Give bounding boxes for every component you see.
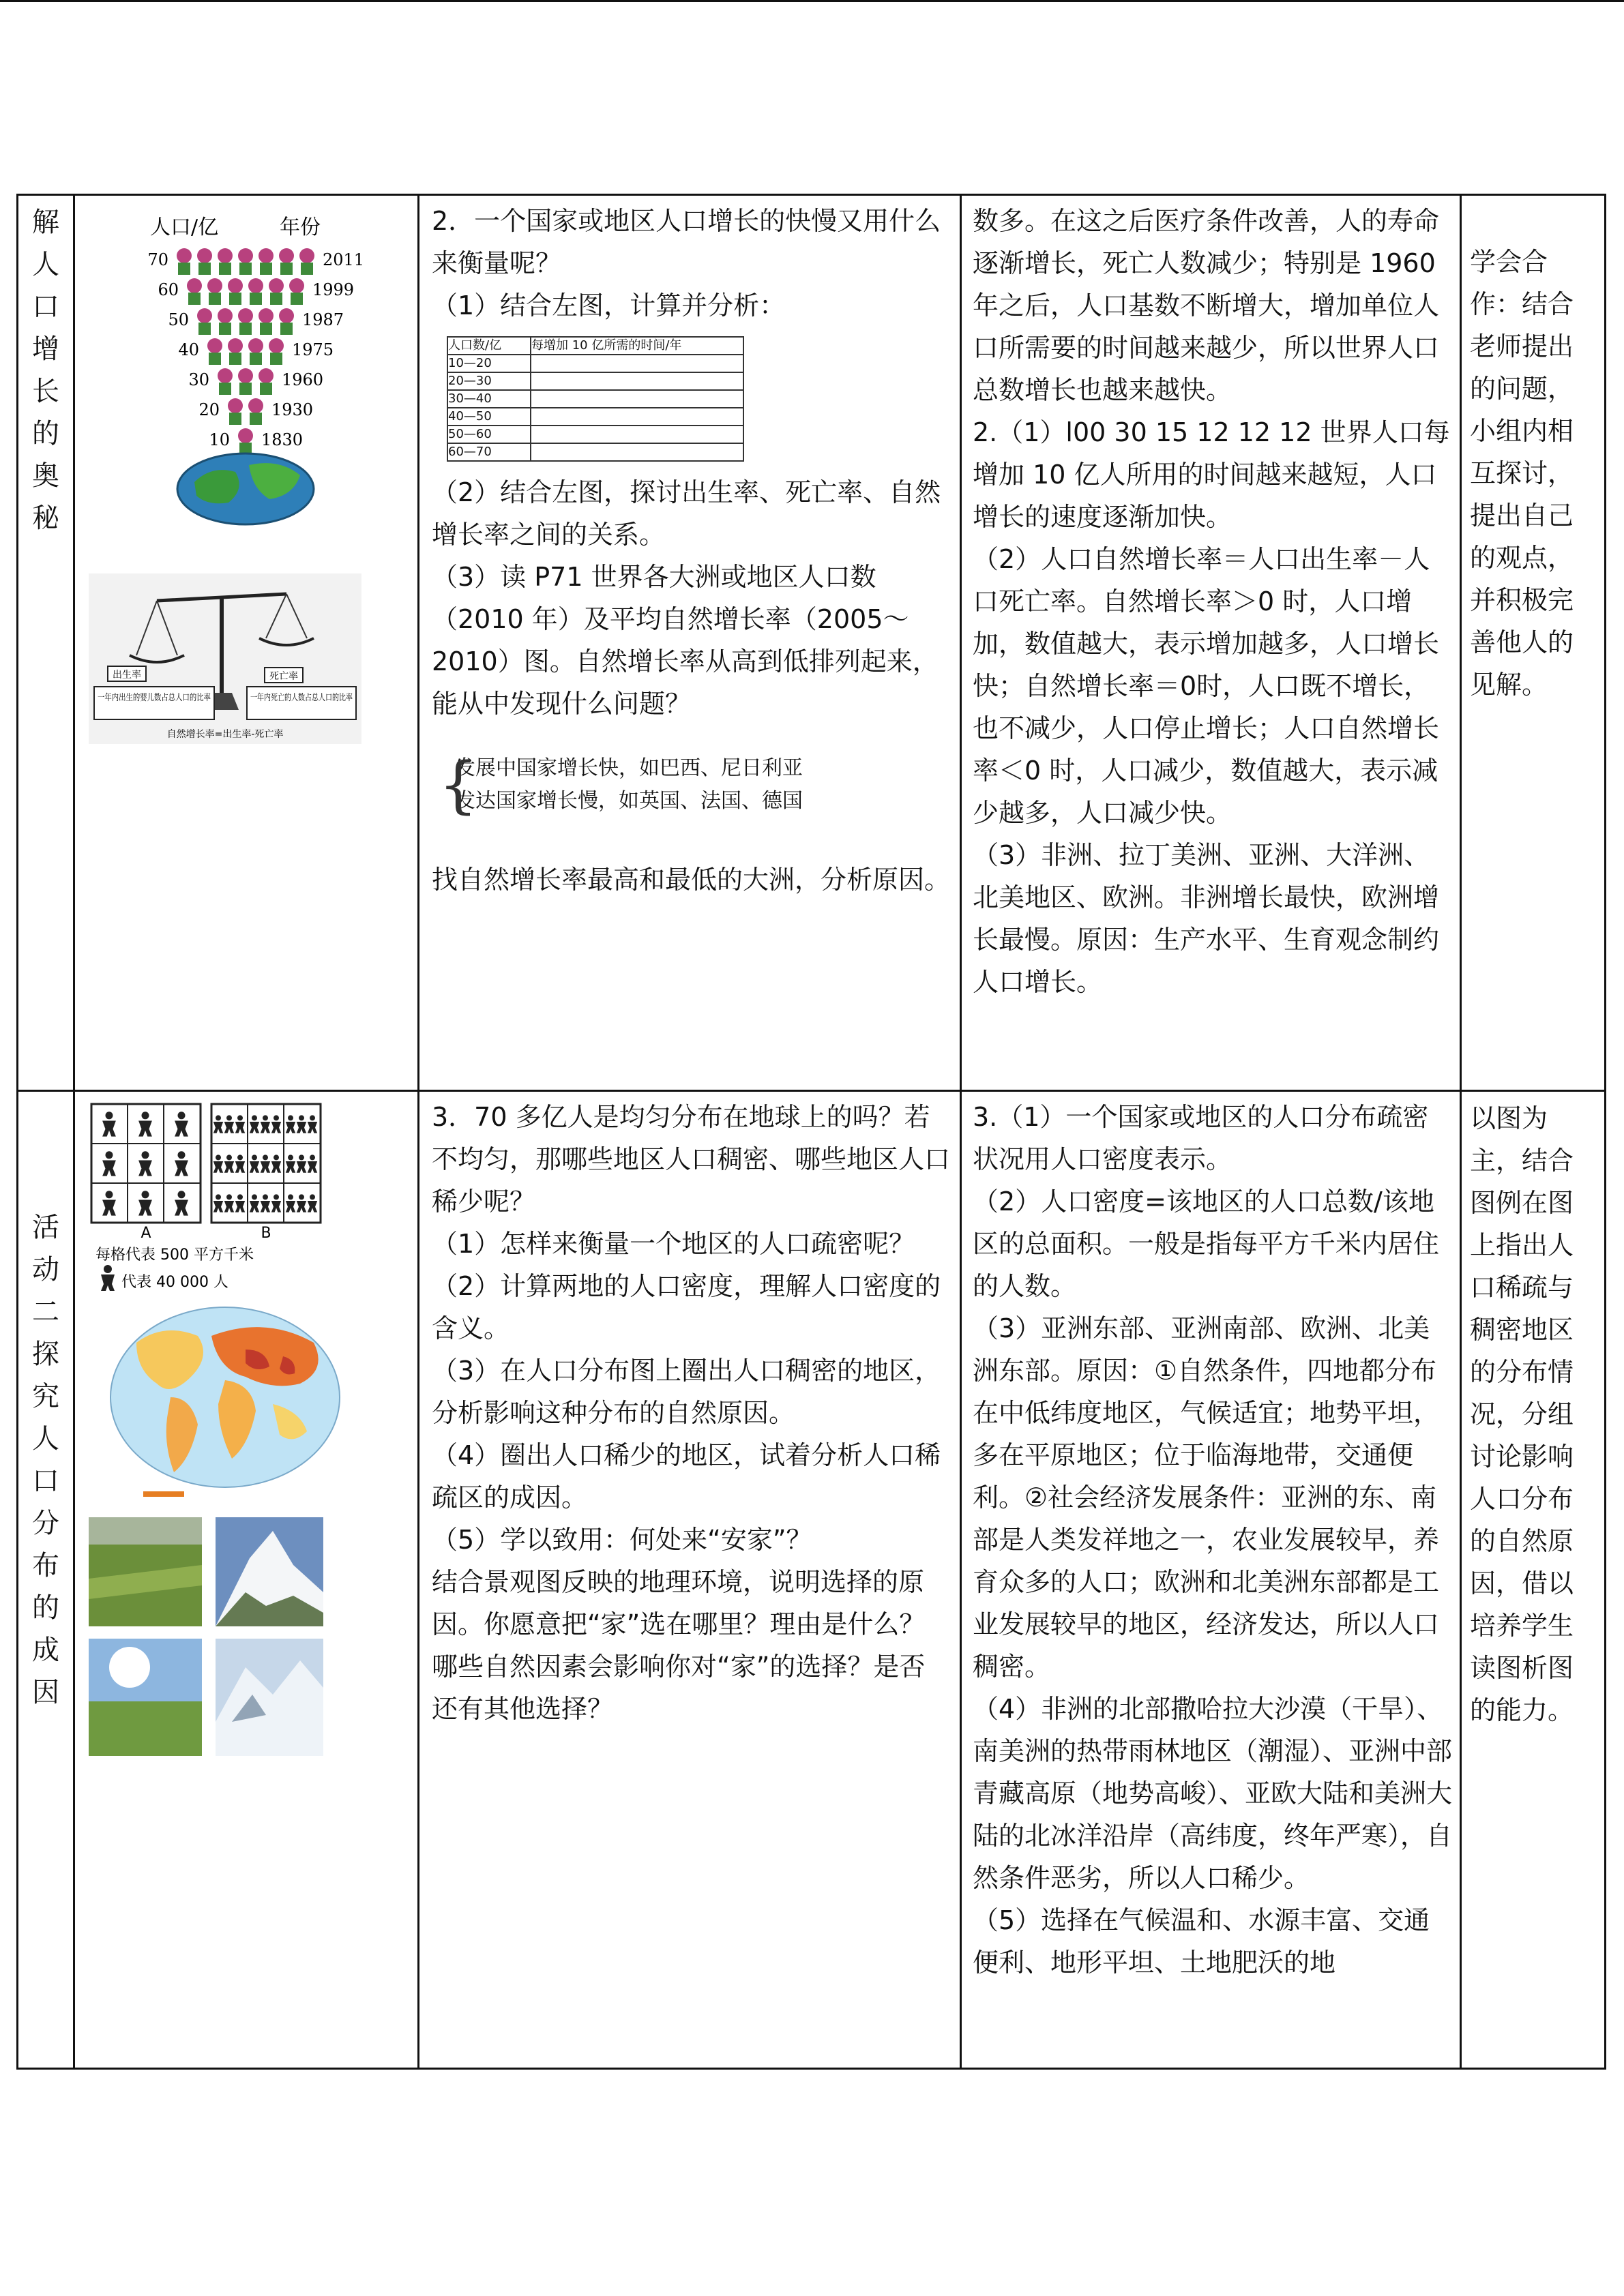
answer-paragraph: 数多。在这之后医疗条件改善，人的寿命逐渐增长，死亡人数减少；特别是 1960 年之后，人口基数不断增大，增加单位人口所需要的时间越来越少，所以世界人口总数增长也越来越快。 — [973, 206, 1440, 405]
question-paragraph: （5）学以致用：何处来“安家”？ — [432, 1525, 812, 1555]
person-icon — [289, 278, 304, 305]
pop-year-label: 1830 — [261, 430, 304, 449]
person-icon — [228, 278, 243, 305]
table-row — [447, 426, 743, 443]
growth-summary-brace — [439, 749, 950, 821]
person-icon — [187, 278, 202, 305]
answer-paragraph: （5）选择在气候温和、水源丰富、交通便利、地形平坦、土地肥沃的地 — [973, 1905, 1430, 1978]
pop-year-label: 1987 — [302, 310, 344, 329]
table-cell: 10—20 — [447, 355, 531, 372]
person-icon — [259, 308, 274, 335]
table-cell: 20—30 — [447, 372, 531, 390]
question-paragraph: （2）计算两地的人口密度，理解人口密度的含义。 — [432, 1271, 941, 1343]
section-title-cell — [18, 195, 74, 1091]
question-2: （2）结合左图，探讨出生率、死亡率、自然增长率之间的关系。 — [432, 477, 941, 550]
person-icon — [177, 248, 192, 275]
table-cell — [531, 372, 743, 390]
answer-paragraph: （3）非洲、拉丁美洲、亚洲、大洋洲、北美地区、欧洲。非洲增长最快，欧洲增长最慢。原因：生产水平、生育观念制约人口增长。 — [973, 840, 1440, 997]
person-icon — [101, 1265, 115, 1291]
growth-time-table — [447, 336, 744, 462]
table-cell: 40—50 — [447, 408, 531, 426]
question-paragraph: 结合景观图反映的地理环境，说明选择的原因。你愿意把“家”选在哪里？理由是什么？哪些自然因素会影响你对“家”的选择？是否还有其他选择？ — [432, 1567, 926, 1724]
answer-cell — [961, 1091, 1461, 2069]
pop-value-label: 30 — [188, 370, 209, 389]
person-icon — [259, 368, 274, 395]
table-row — [447, 408, 743, 426]
activity-cell — [1461, 195, 1606, 1091]
person-icon — [238, 368, 253, 395]
answer-cell — [961, 195, 1461, 1091]
question-cell — [419, 1091, 961, 2069]
table-cell: 30—40 — [447, 390, 531, 408]
person-icon — [197, 248, 212, 275]
pop-year-label: 1975 — [292, 340, 334, 359]
grid-label-a: A — [141, 1225, 151, 1242]
grid-label-b: B — [261, 1225, 271, 1242]
landscape-photos — [89, 1517, 361, 1776]
table-header: 人口数/亿 — [447, 337, 531, 355]
pop-value-label: 10 — [209, 430, 230, 449]
person-icon — [248, 278, 263, 305]
scale-right-box: 一年内死亡的人数占总人口的比率 — [250, 693, 384, 703]
question-paragraph: （4）圈出人口稀少的地区，试着分析人口稀疏区的成因。 — [432, 1440, 941, 1512]
person-icon — [218, 248, 233, 275]
table-cell — [531, 408, 743, 426]
answer-paragraph: （3）亚洲东部、亚洲南部、欧洲、北美洲东部。原因：①自然条件，四地都分布在中低纬度地区，气候适宜；地势平坦，多在平原地区；位于临海地带，交通便利。②社会经济发展条件：亚洲的东、南部是人类发祥地之一，农业发展较早，养育众多的人口；欧洲和北美洲东部都是工业发展较早的地区，经济发达，所以人口稠密。 — [973, 1313, 1440, 1682]
section-title: 解人口增长的奥秘 — [32, 207, 59, 534]
table-cell — [531, 426, 743, 443]
person-icon — [269, 278, 284, 305]
table-header: 每增加 10 亿所需的时间/年 — [531, 337, 743, 355]
activity-cell — [1461, 1091, 1606, 2069]
figure-cell — [74, 1091, 419, 2069]
question-intro: 2．一个国家或地区人口增长的快慢又用什么来衡量呢？ — [432, 206, 941, 278]
pop-value-label: 50 — [168, 310, 189, 329]
brace-icon: { — [439, 749, 478, 821]
pop-year-label: 2011 — [323, 250, 365, 269]
table-cell: 60—70 — [447, 443, 531, 461]
person-icon — [228, 338, 243, 365]
table-row — [447, 390, 743, 408]
table-row — [447, 372, 743, 390]
globe-icon — [177, 453, 314, 524]
birth-death-scale-figure — [89, 573, 430, 758]
person-icon — [238, 428, 253, 455]
scale-right-tag: 死亡率 — [269, 671, 298, 682]
question-cell — [419, 195, 961, 1091]
person-icon — [279, 308, 294, 335]
person-icon — [238, 308, 253, 335]
question-paragraph: （1）怎样来衡量一个地区的人口疏密呢？ — [432, 1229, 915, 1259]
density-caption-1: 每格代表 500 平方千米 — [95, 1247, 254, 1264]
table-row — [18, 1091, 1606, 2069]
table-row — [447, 355, 743, 372]
table-cell: 50—60 — [447, 426, 531, 443]
answer-paragraph: （2）人口密度=该地区的人口总数/该地区的总面积。一般是指每平方千米内居住的人数。 — [973, 1187, 1440, 1301]
table-cell — [531, 355, 743, 372]
table-cell — [531, 443, 743, 461]
activity-text: 以图为主，结合图例在图上指出人口稀疏与稠密地区的分布情况，分组讨论影响人口分布的自然原因，借以培养学生读图析图的能力。 — [1470, 1103, 1574, 1725]
pop-header-right: 年份 — [280, 215, 321, 239]
pop-value-label: 40 — [178, 340, 199, 359]
pop-year-label: 1960 — [282, 370, 324, 389]
answer-paragraph: 2.（1）l00 30 15 12 12 12 世界人口每增加 10 亿人所用的时间越来越短，人口增长的速度逐渐加快。 — [973, 417, 1450, 532]
person-icon — [248, 398, 263, 425]
section-title: 活动二探究人口分布的成因 — [32, 1212, 59, 1708]
activity-text: 学会合作：结合老师提出的问题，小组内相互探讨，提出自己的观点，并积极完善他人的见解。 — [1470, 247, 1574, 700]
person-icon — [207, 278, 222, 305]
question-3: （3）读 P71 世界各大洲或地区人口数（2010 年）及平均自然增长率（2005～2010）图。自然增长率从高到低排列起来，能从中发现什么问题？ — [432, 562, 939, 719]
page-top-border — [0, 0, 1624, 2]
brace-line-2: 发达国家增长慢，如英国、法国、德国 — [455, 789, 803, 813]
population-growth-figure — [75, 196, 416, 537]
person-icon — [197, 308, 212, 335]
density-caption-2: 代表 40 000 人 — [121, 1274, 228, 1291]
question-1: （1）结合左图，计算并分析： — [432, 290, 786, 320]
answer-paragraph: （2）人口自然增长率＝人口出生率－人口死亡率。自然增长率＞0 时，人口增加，数值越大，表示增加越多，人口增长快；自然增长率＝0时，人口既不增长，也不减少，人口停止增长；人口自然增长率＜0 时，人口减少，数值越大，表示减少越多，人口减少快。 — [973, 544, 1440, 828]
pop-value-label: 60 — [158, 280, 179, 299]
section-title-cell — [18, 1091, 74, 2069]
scale-caption: 自然增长率=出生率-死亡率 — [166, 729, 284, 740]
answer-paragraph: （4）非洲的北部撒哈拉大沙漠（干旱）、南美洲的热带雨林地区（潮湿）、亚洲中部青藏高原（地势高峻）、亚欧大陆和美洲大陆的北冰洋沿岸（高纬度，终年严寒），自然条件恶劣，所以人口稀少。 — [973, 1694, 1453, 1893]
scale-left-tag: 出生率 — [113, 670, 141, 681]
scale-left-box: 一年内出生的婴儿数占总人口的比率 — [98, 693, 240, 703]
lesson-plan-table — [16, 194, 1606, 2070]
pop-value-label: 70 — [147, 250, 168, 269]
person-icon — [218, 368, 233, 395]
person-icon — [259, 248, 274, 275]
table-cell — [531, 390, 743, 408]
question-paragraph: （3）在人口分布图上圈出人口稠密的地区，分析影响这种分布的自然原因。 — [432, 1356, 941, 1428]
person-icon — [248, 338, 263, 365]
world-population-map — [109, 1302, 355, 1506]
person-icon — [207, 338, 222, 365]
question-4: 找自然增长率最高和最低的大洲，分析原因。 — [432, 865, 951, 895]
table-row — [447, 337, 743, 355]
pop-year-label: 1999 — [312, 280, 355, 299]
table-row — [447, 443, 743, 461]
person-icon — [269, 338, 284, 365]
answer-paragraph: 3.（1）一个国家或地区的人口分布疏密状况用人口密度表示。 — [973, 1102, 1429, 1174]
pop-header-left: 人口/亿 — [150, 215, 219, 239]
person-icon — [228, 398, 243, 425]
brace-line-1: 发展中国家增长快，如巴西、尼日利亚 — [455, 756, 803, 780]
pop-value-label: 20 — [198, 400, 220, 419]
table-row — [18, 195, 1606, 1091]
population-density-figure — [89, 1101, 416, 1299]
person-icon — [299, 248, 314, 275]
figure-cell — [74, 195, 419, 1091]
pop-year-label: 1930 — [271, 400, 314, 419]
person-icon — [279, 248, 294, 275]
person-icon — [238, 248, 253, 275]
question-paragraph: 3．70 多亿人是均匀分布在地球上的吗？若不均匀，那哪些地区人口稠密、哪些地区人口稀少呢？ — [432, 1102, 951, 1217]
person-icon — [218, 308, 233, 335]
